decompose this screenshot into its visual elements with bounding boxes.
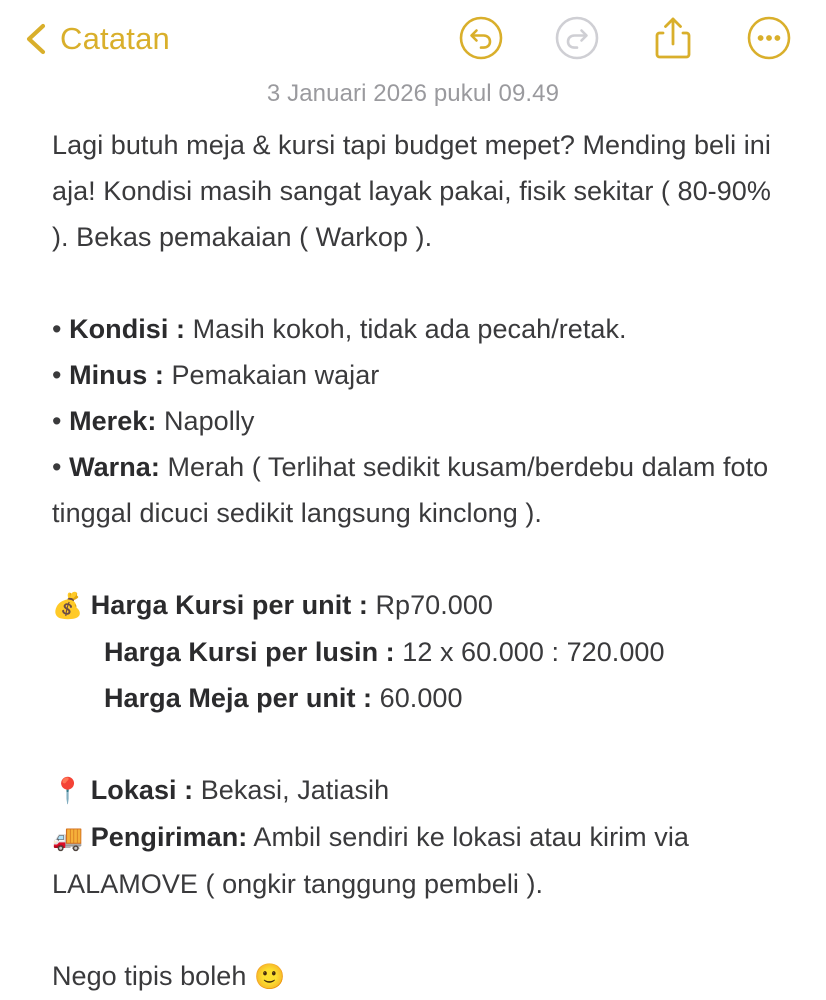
spec-value: Merah ( Terlihat sedikit kusam/berdebu dalam foto tinggal dicuci sedikit langsung kinclong ). xyxy=(52,452,769,528)
price-value: 60.000 xyxy=(379,683,463,713)
delivery-truck-emoji: 🚚 xyxy=(52,823,84,852)
redo-circle-icon xyxy=(554,15,600,64)
logistics-label: Lokasi : xyxy=(90,775,194,805)
spec-label: Merek: xyxy=(69,406,157,436)
logistics-value: Bekasi, Jatiasih xyxy=(200,775,390,805)
price-value: 12 x 60.000 : 720.000 xyxy=(394,637,665,667)
spec-value: Napolly xyxy=(163,406,255,436)
spec-value: Masih kokoh, tidak ada pecah/retak. xyxy=(192,314,627,344)
spec-item-kondisi xyxy=(52,306,782,352)
money-bag-emoji: 💰 xyxy=(52,591,84,620)
price-row-kursi-lusin xyxy=(52,629,782,675)
more-ellipsis-circle-icon xyxy=(746,15,792,64)
spec-label: Kondisi : xyxy=(69,314,186,344)
price-value: Rp70.000 xyxy=(375,590,493,620)
price-row-kursi-unit xyxy=(52,582,782,629)
bullet-glyph: • xyxy=(52,452,62,482)
redo-button[interactable] xyxy=(554,16,600,62)
spec-item-warna xyxy=(52,444,782,536)
logistics-label: Pengiriman: xyxy=(90,822,248,852)
paragraph-gap xyxy=(52,907,782,953)
note-timestamp: 3 Januari 2026 pukul 09.49 xyxy=(266,80,560,107)
back-to-notes-button[interactable] xyxy=(22,21,170,57)
round-pushpin-emoji: 📍 xyxy=(52,776,84,805)
paragraph-gap xyxy=(52,260,782,306)
logistics-row-lokasi xyxy=(52,767,782,814)
spec-item-merek xyxy=(52,398,782,444)
bullet-glyph: • xyxy=(52,406,62,436)
bullet-glyph: • xyxy=(52,360,62,390)
spec-item-minus xyxy=(52,352,782,398)
bullet-glyph: • xyxy=(52,314,62,344)
share-button[interactable] xyxy=(650,16,696,62)
note-intro-paragraph: Lagi butuh meja & kursi tapi budget mepet? Mending beli ini aja! Kondisi masih sangat layak pakai, fisik sekitar ( 80-90% ). Bekas pemakaian ( Warkop ). xyxy=(52,130,771,252)
paragraph-gap xyxy=(52,536,782,582)
spec-value: Pemakaian wajar xyxy=(171,360,380,390)
chevron-left-icon xyxy=(22,22,48,56)
paragraph-gap xyxy=(52,721,782,767)
toolbar-actions xyxy=(458,16,792,62)
logistics-row-pengiriman xyxy=(52,814,782,907)
undo-circle-icon xyxy=(458,15,504,64)
undo-button[interactable] xyxy=(458,16,504,62)
slightly-smiling-face-emoji: 🙂 xyxy=(253,962,286,991)
more-options-button[interactable] xyxy=(746,16,792,62)
note-toolbar xyxy=(0,0,826,78)
logistics-value: Ambil sendiri ke lokasi atau kirim via LALAMOVE ( ongkir tanggung pembeli ). xyxy=(52,822,689,899)
share-upload-icon xyxy=(650,14,696,65)
spec-label: Warna: xyxy=(69,452,160,482)
note-content[interactable] xyxy=(0,122,826,1000)
note-closing-line xyxy=(52,953,782,1000)
price-label: Harga Meja per unit : xyxy=(104,683,373,713)
price-label: Harga Kursi per lusin : xyxy=(104,637,395,667)
back-button-label: Catatan xyxy=(60,21,170,56)
spec-label: Minus : xyxy=(69,360,164,390)
closing-text: Nego tipis boleh xyxy=(52,961,254,991)
price-label: Harga Kursi per unit : xyxy=(90,590,368,620)
price-row-meja-unit xyxy=(52,675,782,721)
